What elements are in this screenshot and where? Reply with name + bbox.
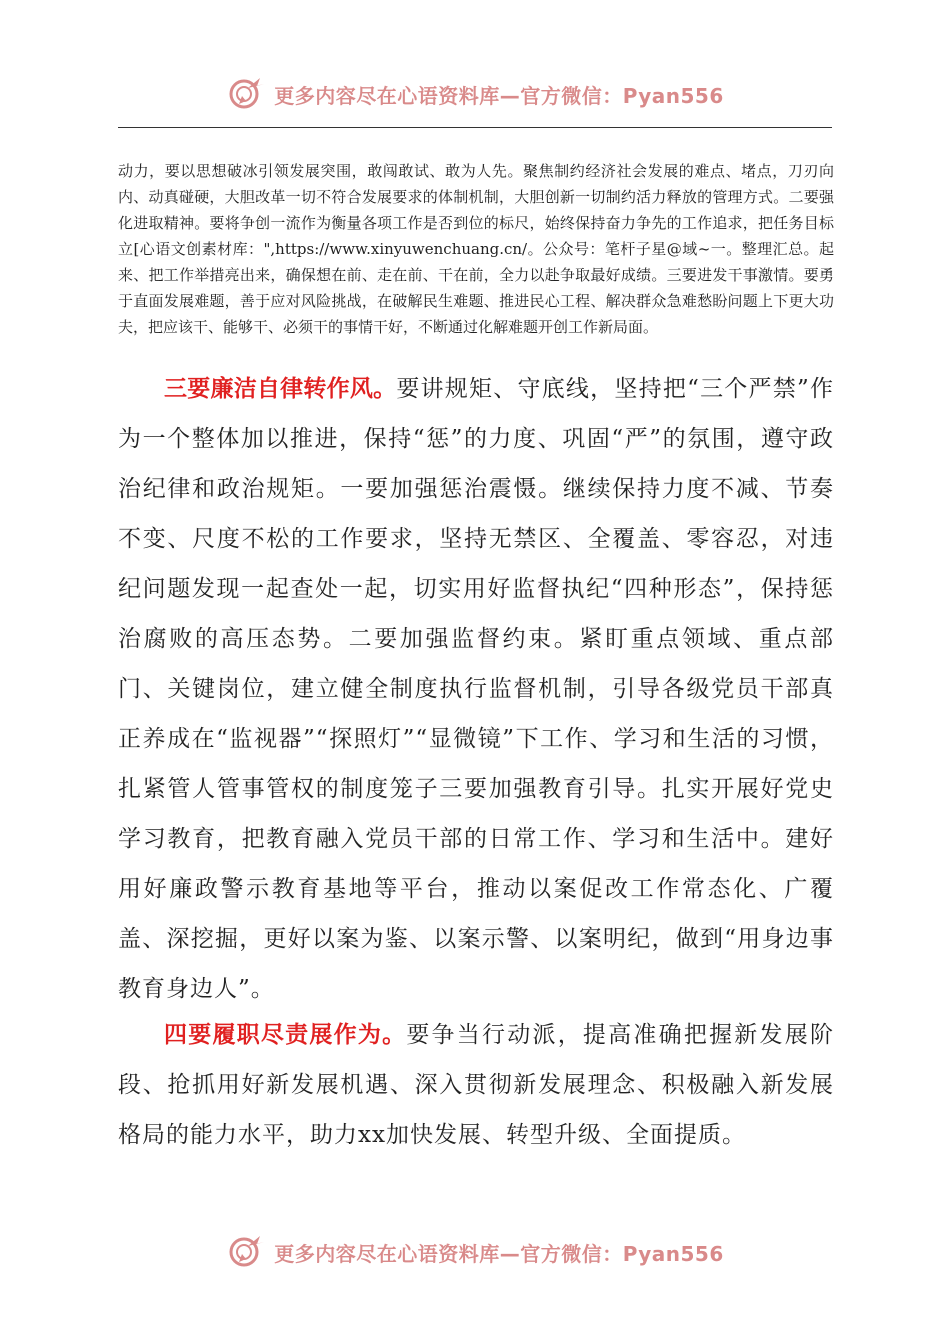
paragraph-3-heading: 四要履职尽责展作为。 bbox=[164, 1022, 407, 1048]
paragraph-2-heading: 三要廉洁自律转作风。 bbox=[164, 376, 397, 402]
header-banner bbox=[0, 72, 950, 116]
paragraph-3-body: 要争当行动派，提高准确把握新发展阶段、抢抓用好新发展机遇、深入贯彻新发展理念、积极融入新发展格局的能力水平，助力xx加快发展、转型升级、全面提质。 bbox=[118, 1022, 835, 1148]
header-divider bbox=[118, 127, 832, 128]
paragraph-1: 动力，要以思想破冰引领发展突围，敢闯敢试、敢为人先。聚焦制约经济社会发展的难点、堵点，刀刃向内、动真碰硬，大胆改革一切不符合发展要求的体制机制，大胆创新一切制约活力释放的管理方式。二要强化进取精神。要将争创一流作为衡量各项工作是否到位的标尺，始终保持奋力争先的工作追求，把任务目标立[心语文创素材库：",https://www.xinyuwenchuang.cn/。公众号：笔杆子星@域~一。整理汇总。起来、把工作举措亮出来，确保想在前、走在前、干在前，全力以赴争取最好成绩。三要进发干事激情。要勇于直面发展难题，善于应对风险挑战，在破解民生难题、推进民心工程、解决群众急难愁盼问题上下更大功夫，把应该干、能够干、必须干的事情干好，不断通过化解难题开创工作新局面。 bbox=[118, 162, 834, 336]
paragraph-2 bbox=[118, 364, 834, 1014]
brand-logo-icon bbox=[226, 1232, 266, 1272]
paragraph-2-body: 要讲规矩、守底线，坚持把“三个严禁”作为一个整体加以推进，保持“惩”的力度、巩固“严”的氛围，遵守政治纪律和政治规矩。一要加强惩治震慑。继续保持力度不减、节奏不变、尺度不松的工作要求，坚持无禁区、全覆盖、零容忍，对违纪问题发现一起查处一起，切实用好监督执纪“四种形态”，保持惩治腐败的高压态势。二要加强监督约束。紧盯重点领域、重点部门、关键岗位，建立健全制度执行监督机制，引导各级党员干部真正养成在“监视器”“探照灯”“显微镜”下工作、学习和生活的习惯，扎紧管人管事管权的制度笼子三要加强教育引导。扎实开展好党史学习教育，把教育融入党员干部的日常工作、学习和生活中。建好用好廉政警示教育基地等平台，推动以案促改工作常态化、广覆盖、深挖掘，更好以案为鉴、以案示警、以案明纪，做到“用身边事教育身边人”。 bbox=[118, 376, 834, 1002]
brand-logo-icon bbox=[226, 74, 266, 114]
paragraph-3 bbox=[118, 1010, 834, 1160]
header-banner-text: 更多内容尽在心语资料库—官方微信：Pyan556 bbox=[274, 83, 724, 108]
footer-banner bbox=[0, 1230, 950, 1274]
footer-banner-text: 更多内容尽在心语资料库—官方微信：Pyan556 bbox=[274, 1241, 724, 1266]
